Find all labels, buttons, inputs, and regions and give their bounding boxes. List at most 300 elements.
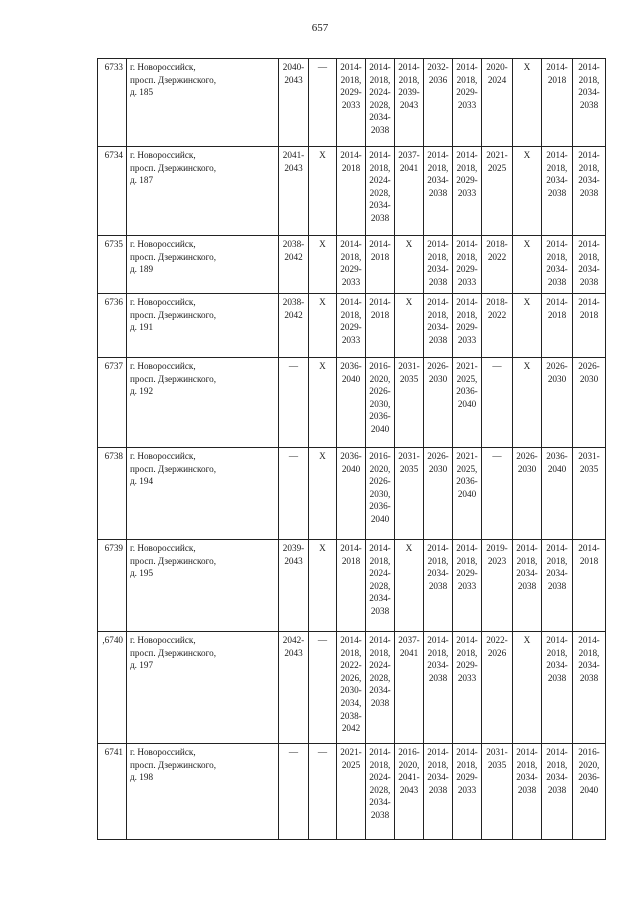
schedule-cell-line: X [405, 543, 413, 553]
schedule-cell-line: X [523, 62, 531, 72]
schedule-cell [366, 744, 395, 840]
address-cell [127, 744, 279, 840]
address-line: д. 195 [130, 568, 154, 579]
schedule-cell [424, 632, 453, 744]
schedule-cell [482, 448, 513, 540]
schedule-cell-line: 2014- [398, 62, 420, 72]
schedule-cell-line: 2034- [546, 264, 568, 275]
schedule-cell-line: 2018, [340, 309, 362, 320]
schedule-cell-line: 2018, [456, 555, 478, 566]
schedule-cell-line: 2014- [546, 747, 568, 757]
schedule-cell-line: 2030, [369, 488, 391, 499]
schedule-cell-line: 2022 [487, 251, 507, 262]
schedule-cell-line: 2020- [486, 62, 508, 72]
schedule-cell [542, 59, 573, 147]
schedule-cell-line: 2018, [427, 759, 449, 770]
address-cell [127, 236, 279, 294]
schedule-cell-line: 2021- [456, 451, 478, 461]
schedule-cell-line: 2014- [340, 635, 362, 645]
schedule-cell-line: 2014- [456, 62, 478, 72]
schedule-cell-line: 2032- [427, 62, 449, 72]
address-line: г. Новороссийск, [130, 543, 196, 553]
schedule-cell-line: 2016- [369, 451, 391, 461]
schedule-cell [279, 540, 309, 632]
schedule-cell-line: 2034- [427, 322, 449, 333]
schedule-cell-line: 2034- [369, 200, 391, 211]
schedule-cell [453, 358, 482, 448]
schedule-cell [573, 294, 606, 358]
schedule-cell [573, 632, 606, 744]
schedule-cell-line: 2014- [546, 150, 568, 160]
schedule-cell-line: 2018, [427, 647, 449, 658]
schedule-cell-line: 2018, [427, 162, 449, 173]
schedule-cell-line: 2028, [369, 672, 391, 683]
schedule-cell-line: X [319, 451, 326, 461]
schedule-cell-line: 2018, [369, 162, 391, 173]
schedule-cell [513, 540, 542, 632]
schedule-cell-line: 2029- [340, 87, 362, 98]
schedule-cell [573, 59, 606, 147]
schedule-cell-line: 2018, [516, 759, 538, 770]
schedule-cell [337, 744, 366, 840]
schedule-cell-line: 2038 [517, 784, 537, 795]
schedule-cell-line: 2026- [546, 361, 568, 371]
schedule-cell [453, 236, 482, 294]
schedule-cell-line: 2035 [399, 373, 419, 384]
schedule-cell-line: 2014- [456, 635, 478, 645]
schedule-cell [309, 540, 337, 632]
schedule-cell [337, 294, 366, 358]
schedule-cell-line: 2031- [398, 451, 420, 461]
row-number-cell: 6741 [98, 744, 127, 840]
schedule-cell-line: 2018, [427, 555, 449, 566]
schedule-cell-line: 2035 [399, 463, 419, 474]
schedule-cell-line: 2038 [547, 276, 567, 287]
schedule-cell-line: X [405, 239, 413, 249]
schedule-cell [482, 59, 513, 147]
schedule-cell [482, 632, 513, 744]
schedule-cell-line: 2038 [547, 784, 567, 795]
schedule-cell-line: 2016- [578, 747, 600, 757]
schedule-cell-line: — [492, 451, 502, 461]
schedule-cell [395, 147, 424, 236]
row-number-cell: 6734 [98, 147, 127, 236]
schedule-cell-line: 2041- [282, 150, 305, 160]
schedule-cell [573, 236, 606, 294]
schedule-cell-line: X [319, 150, 326, 160]
schedule-cell-line: — [317, 747, 328, 757]
schedule-cell [309, 632, 337, 744]
schedule-cell-line: 2014- [546, 62, 568, 72]
schedule-cell-line: 2038 [579, 99, 599, 110]
schedule-cell [482, 236, 513, 294]
table-row [98, 540, 606, 632]
schedule-cell-line: 2030 [579, 373, 599, 384]
schedule-cell [424, 294, 453, 358]
repair-schedule-table [97, 58, 606, 840]
address-line: д. 191 [130, 322, 154, 333]
schedule-cell-line: 2040 [370, 423, 390, 434]
schedule-cell [542, 448, 573, 540]
schedule-cell-line: 2038 [579, 187, 599, 198]
schedule-cell [424, 744, 453, 840]
schedule-cell [513, 294, 542, 358]
schedule-cell-line: — [288, 747, 299, 757]
schedule-cell [366, 294, 395, 358]
schedule-cell-line: 2031- [398, 361, 420, 371]
schedule-cell-line: 2018, [578, 162, 600, 173]
schedule-cell-line: 2022 [487, 309, 507, 320]
schedule-cell-line: 2026- [578, 361, 600, 371]
schedule-cell-line: 2014- [456, 239, 478, 249]
row-number-cell: ,6740 [98, 632, 127, 744]
schedule-cell [424, 448, 453, 540]
schedule-cell-line: 2036- [456, 476, 478, 487]
schedule-cell-line: 2033 [457, 276, 477, 287]
address-line: г. Новороссийск, [130, 239, 196, 249]
schedule-cell-line: 2014- [369, 747, 391, 757]
schedule-cell-line: 2031- [578, 451, 600, 461]
schedule-cell-line: 2038 [517, 580, 537, 591]
schedule-cell-line: 2018- [486, 297, 508, 307]
schedule-cell [513, 59, 542, 147]
schedule-cell-line: — [492, 361, 502, 371]
schedule-cell-line: 2033 [457, 580, 477, 591]
schedule-cell-line: 2024- [369, 175, 391, 186]
schedule-cell-line: 2014- [546, 635, 568, 645]
schedule-cell-line: 2026, [340, 672, 362, 683]
schedule-cell-line: 2030 [428, 463, 448, 474]
schedule-cell [482, 540, 513, 632]
schedule-cell-line: 2029- [456, 175, 478, 186]
schedule-cell [482, 744, 513, 840]
schedule-cell [309, 147, 337, 236]
schedule-cell [309, 448, 337, 540]
schedule-cell-line: 2018, [578, 251, 600, 262]
schedule-cell [337, 358, 366, 448]
schedule-cell-line: 2038 [428, 276, 448, 287]
schedule-cell-line: 2036- [369, 501, 391, 512]
schedule-cell-line: — [317, 62, 328, 72]
schedule-cell-line: 2018 [341, 555, 361, 566]
schedule-cell-line: 2026 [487, 647, 507, 658]
schedule-cell-line: 2014- [456, 543, 478, 553]
schedule-cell-line: 2041 [399, 647, 419, 658]
schedule-cell-line: 2034- [427, 568, 449, 579]
schedule-cell-line: 2040 [341, 373, 361, 384]
schedule-cell [573, 540, 606, 632]
schedule-cell-line: 2014- [340, 239, 362, 249]
schedule-cell-line: 2014- [578, 297, 600, 307]
schedule-cell-line: 2033 [457, 187, 477, 198]
address-line: г. Новороссийск, [130, 635, 196, 645]
schedule-cell-line: 2014- [369, 62, 391, 72]
schedule-cell-line: 2018, [427, 309, 449, 320]
schedule-cell-line: 2014- [427, 297, 449, 307]
schedule-cell-line: 2014- [578, 635, 600, 645]
schedule-cell [424, 59, 453, 147]
schedule-cell-line: 2036- [578, 772, 600, 783]
address-line: г. Новороссийск, [130, 297, 196, 307]
schedule-cell-line: 2018, [369, 555, 391, 566]
table-row [98, 236, 606, 294]
table-row [98, 358, 606, 448]
address-line: г. Новороссийск, [130, 150, 196, 160]
schedule-cell-line: 2039- [282, 543, 305, 553]
schedule-cell-line: 2020, [369, 373, 391, 384]
schedule-cell-line: 2033 [341, 99, 361, 110]
schedule-cell-line: 2038 [428, 334, 448, 345]
schedule-cell-line: 2040 [341, 463, 361, 474]
schedule-cell [513, 358, 542, 448]
schedule-cell-line: X [319, 543, 326, 553]
schedule-cell-line: 2018, [456, 759, 478, 770]
schedule-cell-line: 2034- [516, 772, 538, 783]
schedule-cell-line: 2034- [546, 772, 568, 783]
address-line: просп. Дзержинского, [130, 309, 216, 320]
schedule-cell-line: 2029- [340, 322, 362, 333]
schedule-cell [542, 147, 573, 236]
schedule-cell [482, 147, 513, 236]
schedule-cell-line: 2014- [516, 747, 538, 757]
schedule-cell-line: 2018, [340, 647, 362, 658]
schedule-cell-line: 2014- [427, 543, 449, 553]
address-line: д. 194 [130, 476, 154, 487]
schedule-cell [279, 147, 309, 236]
schedule-cell [366, 632, 395, 744]
schedule-cell-line: 2018 [579, 309, 599, 320]
schedule-cell-line: 2014- [369, 297, 391, 307]
table-row [98, 59, 606, 147]
schedule-cell-line: 2014- [578, 62, 600, 72]
schedule-cell-line: 2033 [457, 334, 477, 345]
schedule-cell-line: 2038- [340, 710, 362, 721]
schedule-cell-line: 2024- [369, 772, 391, 783]
schedule-cell-line: 2034- [427, 175, 449, 186]
schedule-cell-line: 2034- [427, 660, 449, 671]
schedule-cell [337, 540, 366, 632]
address-cell [127, 59, 279, 147]
schedule-cell-line: 2038- [282, 297, 305, 307]
table-row [98, 147, 606, 236]
schedule-cell-line: 2036 [428, 74, 448, 85]
schedule-cell [279, 358, 309, 448]
schedule-cell [309, 59, 337, 147]
schedule-cell-line: 2029- [340, 264, 362, 275]
schedule-cell [337, 448, 366, 540]
address-line: д. 192 [130, 386, 154, 397]
address-line: просп. Дзержинского, [130, 647, 216, 658]
schedule-cell-line: 2043 [284, 647, 303, 658]
schedule-cell-line: 2018, [516, 555, 538, 566]
schedule-cell-line: 2036- [456, 386, 478, 397]
schedule-cell-line: 2034, [340, 697, 362, 708]
schedule-cell-line: 2025, [456, 373, 478, 384]
row-number-cell: 6736 [98, 294, 127, 358]
schedule-cell-line: 2038 [428, 784, 448, 795]
schedule-cell [424, 147, 453, 236]
schedule-cell [279, 744, 309, 840]
schedule-cell [482, 358, 513, 448]
schedule-cell-line: X [523, 635, 531, 645]
schedule-cell-line: 2043 [399, 99, 419, 110]
schedule-cell-line: 2018 [341, 162, 361, 173]
schedule-cell-line: 2025, [456, 463, 478, 474]
schedule-cell-line: 2038 [370, 697, 390, 708]
schedule-cell-line: 2038- [282, 239, 305, 249]
schedule-cell-line: 2033 [341, 334, 361, 345]
schedule-cell [453, 540, 482, 632]
schedule-cell-line: 2018, [456, 162, 478, 173]
schedule-cell-line: 2021- [486, 150, 508, 160]
schedule-cell-line: 2034- [427, 772, 449, 783]
address-cell [127, 540, 279, 632]
schedule-cell-line: 2026- [427, 451, 449, 461]
schedule-cell-line: 2014- [578, 239, 600, 249]
schedule-cell-line: 2029- [456, 87, 478, 98]
schedule-cell-line: 2014- [546, 239, 568, 249]
table-body [98, 59, 606, 840]
address-line: г. Новороссийск, [130, 451, 196, 461]
schedule-cell-line: X [405, 297, 413, 307]
schedule-cell-line: 2024 [487, 74, 507, 85]
schedule-cell [542, 540, 573, 632]
schedule-cell-line: 2033 [457, 99, 477, 110]
schedule-cell-line: 2018, [546, 162, 568, 173]
schedule-cell-line: 2014- [369, 239, 391, 249]
schedule-cell-line: 2018, [578, 74, 600, 85]
schedule-cell [513, 147, 542, 236]
schedule-cell [279, 448, 309, 540]
schedule-cell [542, 294, 573, 358]
schedule-cell-line: 2014- [546, 543, 568, 553]
schedule-cell-line: 2018, [369, 759, 391, 770]
schedule-cell-line: 2043 [284, 555, 303, 566]
address-line: д. 197 [130, 660, 154, 671]
schedule-cell-line: 2029- [456, 568, 478, 579]
schedule-cell [337, 147, 366, 236]
schedule-cell-line: X [319, 239, 326, 249]
schedule-cell [453, 448, 482, 540]
schedule-cell-line: 2021- [456, 361, 478, 371]
schedule-cell-line: 2030 [517, 463, 537, 474]
schedule-cell-line: 2026- [369, 386, 391, 397]
schedule-cell-line: 2018 [579, 555, 599, 566]
schedule-cell-line: 2038 [370, 809, 390, 820]
schedule-cell-line: 2014- [546, 297, 568, 307]
schedule-cell [395, 236, 424, 294]
schedule-cell-line: 2030, [369, 398, 391, 409]
schedule-cell [309, 236, 337, 294]
schedule-cell-line: 2014- [340, 543, 362, 553]
schedule-cell [573, 147, 606, 236]
schedule-cell-line: 2034- [369, 593, 391, 604]
schedule-cell-line: 2014- [578, 150, 600, 160]
schedule-cell-line: 2042 [284, 251, 303, 262]
schedule-cell-line: 2036- [369, 411, 391, 422]
schedule-cell [573, 448, 606, 540]
schedule-cell-line: 2038 [428, 672, 448, 683]
schedule-cell-line: 2022- [486, 635, 508, 645]
schedule-cell-line: 2028, [369, 784, 391, 795]
schedule-cell-line: — [288, 451, 299, 461]
schedule-cell-line: X [523, 361, 531, 371]
schedule-cell-line: 2018, [546, 251, 568, 262]
schedule-cell-line: 2038 [370, 124, 390, 135]
schedule-cell [395, 448, 424, 540]
schedule-cell-line: 2038 [370, 605, 390, 616]
schedule-cell-line: 2038 [579, 276, 599, 287]
schedule-cell-line: 2038 [370, 212, 390, 223]
schedule-cell-line: 2034- [578, 175, 600, 186]
address-line: просп. Дзержинского, [130, 74, 216, 85]
schedule-cell-line: 2034- [516, 568, 538, 579]
schedule-cell-line: 2018 [370, 309, 390, 320]
schedule-cell-line: 2026- [516, 451, 538, 461]
schedule-cell-line: 2042 [341, 723, 361, 734]
schedule-cell-line: 2025 [341, 759, 361, 770]
schedule-cell-line: X [523, 150, 531, 160]
schedule-cell [573, 744, 606, 840]
schedule-cell [542, 358, 573, 448]
schedule-cell-line: 2034- [427, 264, 449, 275]
schedule-cell-line: 2033 [341, 276, 361, 287]
schedule-cell-line: 2018, [578, 647, 600, 658]
schedule-cell [366, 540, 395, 632]
schedule-cell-line: 2020, [398, 759, 420, 770]
schedule-cell-line: 2025 [487, 162, 507, 173]
schedule-cell-line: 2018, [456, 251, 478, 262]
schedule-cell-line: 2036- [340, 361, 362, 371]
schedule-cell [395, 744, 424, 840]
schedule-cell [542, 744, 573, 840]
schedule-cell [366, 448, 395, 540]
schedule-cell [366, 147, 395, 236]
address-line: просп. Дзержинского, [130, 555, 216, 566]
schedule-cell-line: 2024- [369, 568, 391, 579]
schedule-cell-line: 2018, [369, 74, 391, 85]
address-line: д. 185 [130, 87, 154, 98]
schedule-cell-line: 2042- [282, 635, 305, 645]
schedule-cell-line: 2014- [369, 635, 391, 645]
address-cell [127, 147, 279, 236]
address-line: г. Новороссийск, [130, 747, 196, 757]
schedule-cell-line: 2030- [340, 685, 362, 696]
page-number: 657 [311, 22, 329, 34]
schedule-cell [424, 236, 453, 294]
schedule-cell-line: 2040 [457, 398, 477, 409]
schedule-cell-line: 2034- [546, 175, 568, 186]
schedule-cell-line: 2018, [546, 647, 568, 658]
schedule-cell-line: 2014- [456, 747, 478, 757]
schedule-cell-line: 2026- [427, 361, 449, 371]
schedule-cell [366, 59, 395, 147]
schedule-cell-line: 2021- [340, 747, 362, 757]
schedule-cell-line: X [523, 297, 531, 307]
schedule-cell-line: 2014- [456, 150, 478, 160]
schedule-cell-line: 2041 [399, 162, 419, 173]
schedule-cell-line: 2014- [340, 150, 362, 160]
schedule-cell-line: 2020, [369, 463, 391, 474]
schedule-cell-line: 2040 [579, 784, 599, 795]
schedule-cell-line: 2034- [369, 112, 391, 123]
schedule-cell-line: 2014- [369, 543, 391, 553]
schedule-cell-line: 2041- [398, 772, 420, 783]
address-line: просп. Дзержинского, [130, 463, 216, 474]
schedule-cell-line: 2018, [456, 74, 478, 85]
schedule-cell-line: 2018- [486, 239, 508, 249]
schedule-cell [279, 59, 309, 147]
